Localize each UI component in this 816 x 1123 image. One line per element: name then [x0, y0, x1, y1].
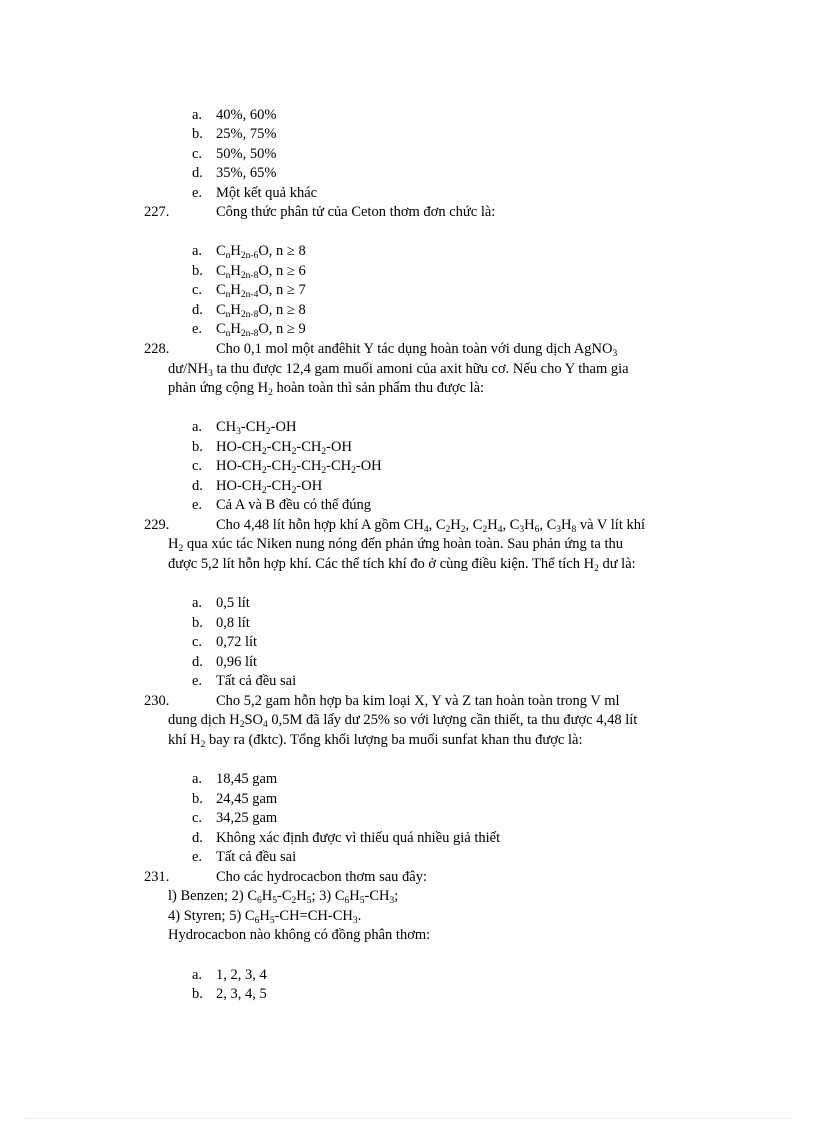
- option-letter: e.: [192, 185, 203, 201]
- option-letter: a.: [192, 771, 203, 787]
- question-text-230-line2: dung dịch $H_2SO_4$ 0,5M đã lấy dư 25% so với lượng cần thiết, ta thu được 4,48 lít: [168, 712, 638, 730]
- option-letter: b.: [192, 439, 203, 455]
- option-letter: c.: [192, 634, 203, 650]
- question-number-231: 231.: [144, 869, 170, 885]
- question-text-231-line2: l) Benzen; 2) $C_6H_5-C_2H_5$; 3) $C_6H_5-CH_3$;: [168, 888, 399, 906]
- option-formula: $C_nH_{2n-8}O$, n ≥ 6: [216, 263, 306, 281]
- question-text-230-line3: khí $H_2$ bay ra (đktc). Tổng khối lượng ba muối sunfat khan thu được là:: [168, 732, 583, 750]
- option-text: Không xác định được vì thiếu quá nhiều giả thiết: [216, 830, 501, 846]
- option-letter: d.: [192, 302, 203, 318]
- option-text: 34,25 gam: [216, 810, 278, 826]
- option-formula: $C_nH_{2n-8}O$, n ≥ 8: [216, 302, 306, 320]
- question-text-229: Cho 4,48 lít hỗn hợp khí A gồm $CH_4$, $C_2H_2$, $C_2H_4$, $C_3H_6$, $C_3H_8$ và V lít khí: [216, 517, 645, 535]
- option-letter: c.: [192, 458, 203, 474]
- option-text: Tất cả đều sai: [216, 673, 297, 689]
- question-text-231-line3: 4) Styren; 5) $C_6H_5-CH=CH-CH_3$.: [168, 908, 362, 926]
- option-letter: c.: [192, 282, 203, 298]
- option-letter: d.: [192, 165, 203, 181]
- option-text: 18,45 gam: [216, 771, 278, 787]
- question-text-231: Cho các hydrocacbon thơm sau đây:: [216, 869, 428, 885]
- question-text-229-line3: được 5,2 lít hỗn hợp khí. Các thể tích khí đo ở cùng điều kiện. Thể tích $H_2$ dư là:: [168, 556, 636, 574]
- option-formula: $HO-CH_2-CH_2-CH_2-CH_2-OH$: [216, 458, 382, 476]
- option-letter: e.: [192, 849, 203, 865]
- option-formula: $CH_3-CH_2-OH$: [216, 419, 297, 437]
- option-letter: a.: [192, 967, 203, 983]
- option-formula: $C_nH_{2n-4}O$, n ≥ 7: [216, 282, 306, 300]
- question-text-228-line3: phản ứng cộng $H_2$ hoàn toàn thì sản phẩm thu được là:: [168, 380, 485, 398]
- option-text: 1, 2, 3, 4: [216, 967, 267, 983]
- option-formula: $HO-CH_2-CH_2-CH_2-OH$: [216, 439, 352, 457]
- option-letter: a.: [192, 107, 203, 123]
- option-letter: b.: [192, 263, 203, 279]
- option-letter: b.: [192, 615, 203, 631]
- option-letter: a.: [192, 243, 203, 259]
- option-letter: c.: [192, 146, 203, 162]
- option-letter: c.: [192, 810, 203, 826]
- option-text: 35%, 65%: [216, 165, 277, 181]
- question-text-231-line4: Hydrocacbon nào không có đồng phân thơm:: [168, 927, 431, 943]
- option-text: Cả A và B đều có thể đúng: [216, 497, 372, 513]
- question-number-228: 228.: [144, 341, 170, 357]
- option-letter: b.: [192, 126, 203, 142]
- option-letter: d.: [192, 654, 203, 670]
- option-formula: $C_nH_{2n-6}O$, n ≥ 8: [216, 243, 306, 261]
- question-number-227: 227.: [144, 204, 170, 220]
- option-letter: e.: [192, 321, 203, 337]
- question-text-228-line2: $dư/NH_3$ ta thu được 12,4 gam muối amoni của axit hữu cơ. Nếu cho Y tham gia: [168, 361, 629, 379]
- question-text-228: Cho 0,1 mol một anđêhit Y tác dụng hoàn toàn với dung dịch AgNO$_3$: [216, 341, 618, 359]
- option-text: 0,72 lít: [216, 634, 258, 650]
- option-letter: e.: [192, 497, 203, 513]
- option-formula: $C_nH_{2n-8}O$, n ≥ 9: [216, 321, 306, 339]
- option-text: 2, 3, 4, 5: [216, 986, 267, 1002]
- option-text: 25%, 75%: [216, 126, 277, 142]
- option-formula: $HO-CH_2-CH_2-OH$: [216, 478, 323, 496]
- option-text: 50%, 50%: [216, 146, 277, 162]
- option-text: Tất cả đều sai: [216, 849, 297, 865]
- option-text: 0,96 lít: [216, 654, 258, 670]
- option-letter: b.: [192, 791, 203, 807]
- option-letter: a.: [192, 595, 203, 611]
- option-text: 0,5 lít: [216, 595, 250, 611]
- option-letter: d.: [192, 478, 203, 494]
- page-bottom-rule: [24, 1118, 792, 1119]
- option-letter: a.: [192, 419, 203, 435]
- option-text: Một kết quả khác: [216, 185, 318, 201]
- question-number-229: 229.: [144, 517, 170, 533]
- option-text: 0,8 lít: [216, 615, 250, 631]
- option-text: 40%, 60%: [216, 107, 277, 123]
- option-letter: e.: [192, 673, 203, 689]
- question-number-230: 230.: [144, 693, 170, 709]
- option-letter: d.: [192, 830, 203, 846]
- question-text-230: Cho 5,2 gam hỗn hợp ba kim loại X, Y và Z tan hoàn toàn trong V ml: [216, 693, 620, 709]
- question-text-229-line2: $H_2$ qua xúc tác Niken nung nóng đến phản ứng hoàn toàn. Sau phản ứng ta thu: [168, 536, 623, 554]
- option-letter: b.: [192, 986, 203, 1002]
- question-text-227: Công thức phân tử của Ceton thơm đơn chức là:: [216, 204, 496, 220]
- option-text: 24,45 gam: [216, 791, 278, 807]
